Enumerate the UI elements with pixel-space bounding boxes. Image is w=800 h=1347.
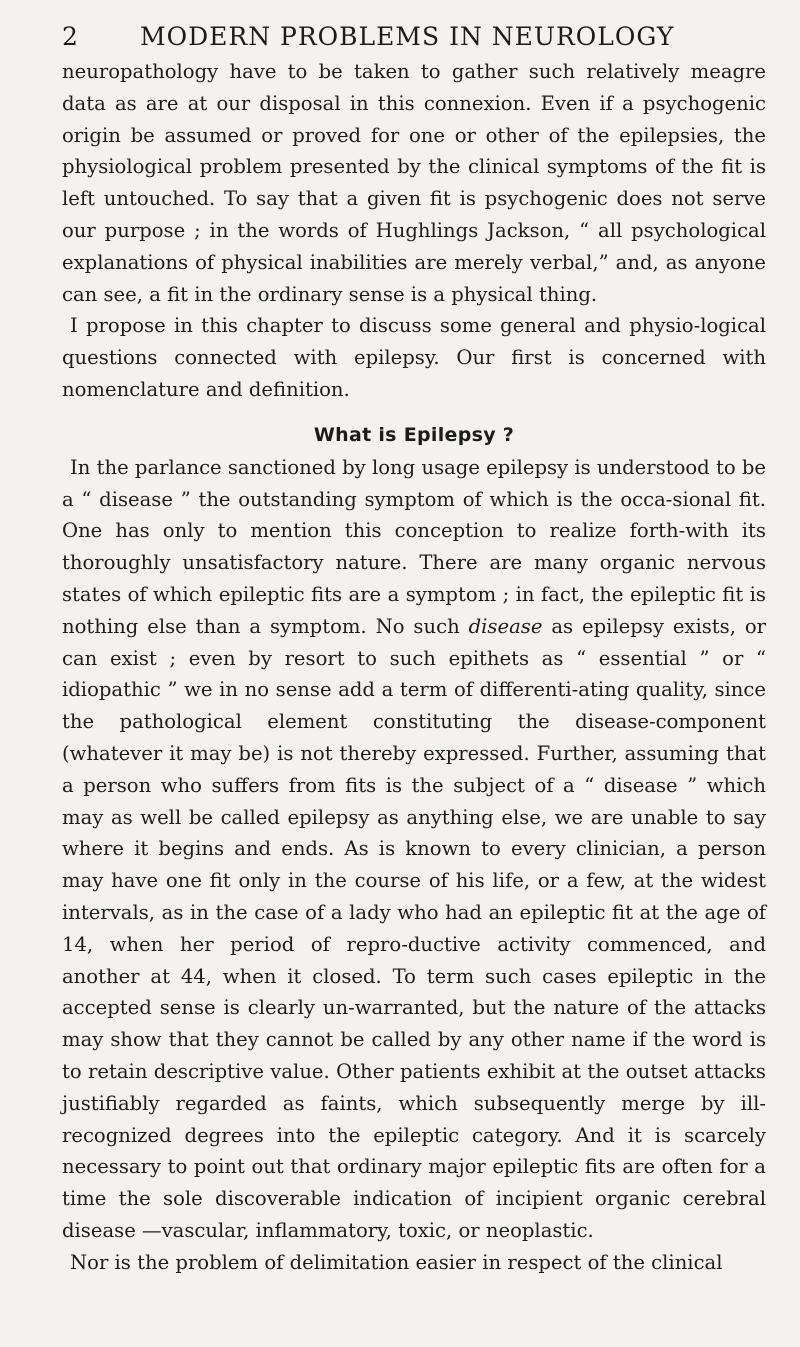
paragraph-definition bbox=[62, 452, 766, 1247]
paragraph-continued: neuropathology have to be taken to gather such relatively meagre data as are at our disposal in this connexion. Even if a psychogenic origin be assumed or proved for one or other of the epilepsies, the physiological problem presented by the clinical symptoms of the fit is left untouched. To say that a given fit is psychogenic does not serve our purpose ; in the words of Hughlings Jackson, “ all psychological explanations of physical inabilities are merely verbal,” and, as anyone can see, a fit in the ordinary sense is a physical thing. bbox=[62, 60, 766, 306]
paragraph-definition-part1: In the parlance sanctioned by long usage epilepsy is understood to be a “ disease ” the outstanding symptom of which is the occa-sional fit. One has only to mention this conception to realize forth-with its thoroughly unsatisfactory nature. There are many organic nervous states of which epileptic fits are a symptom ; in fact, the epileptic fit is nothing else than a symptom. No such bbox=[62, 455, 766, 638]
section-heading: What is Epilepsy ? bbox=[313, 423, 515, 446]
page-number: 2 bbox=[62, 22, 79, 51]
running-title: MODERN PROBLEMS IN NEUROLOGY bbox=[140, 22, 675, 51]
paragraph-intro: I propose in this chapter to discuss some general and physio-logical questions connected with epilepsy. Our first is concerned with nomenclature and definition. bbox=[62, 314, 766, 401]
paragraph-definition-part2: as epilepsy exists, or can exist ; even by resort to such epithets as “ essential ” or “ idiopathic ” we in no sense add a term of differenti-ating quality, since the pathological element constituting the disease-component (whatever it may be) is not thereby expressed. Further, assuming that a person who suffers from fits is the subject of a “ disease ” which may as well be called epilepsy as anything else, we are unable to say where it begins and ends. As is known to every clinician, a person may have one fit only in the course of his life, or a few, at the widest intervals, as in the case of a lady who had an epileptic fit at the age of 14, when her period of repro-ductive activity commenced, and another at 44, when it closed. To term such cases epileptic in the accepted sense is clearly un-warranted, but the nature of the attacks may show that they cannot be called by any other name if the word is to retain descriptive value. Other patients exhibit at the outset attacks justifiably regarded as faints, which subsequently merge by ill-recognized degrees into the epileptic category. And it is scarcely necessary to point out that ordinary major epileptic fits are often for a time the sole discoverable indication of incipient organic cerebral disease —vascular, inflammatory, toxic, or neoplastic. bbox=[62, 614, 767, 1242]
body-text bbox=[62, 56, 766, 1278]
book-page bbox=[62, 16, 766, 1278]
paragraph-delimitation: Nor is the problem of delimitation easier in respect of the clinical bbox=[70, 1250, 723, 1274]
running-header bbox=[62, 16, 766, 56]
italic-disease: disease bbox=[468, 614, 543, 638]
